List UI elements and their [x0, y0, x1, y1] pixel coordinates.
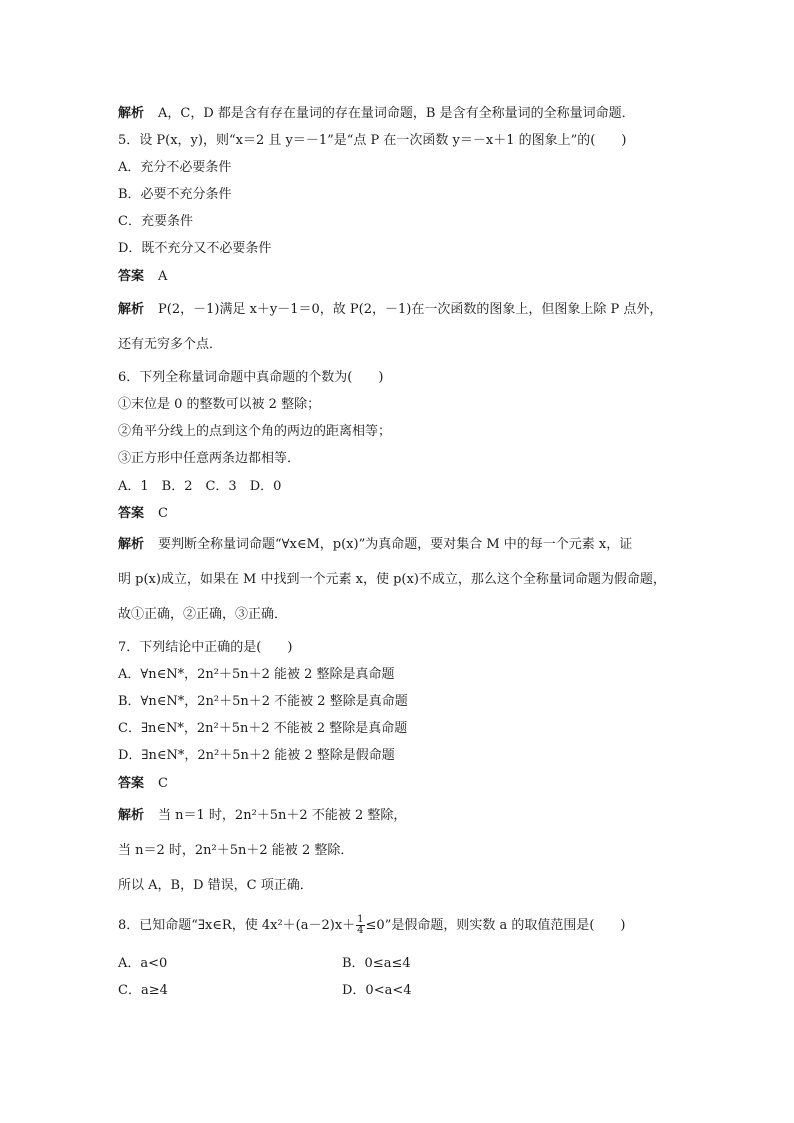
analysis-text: 要判断全称量词命题“∀x∈M，p(x)”为真命题，要对集合 M 中的每一个元素 x，证: [158, 537, 633, 552]
q7-option-d: D．∃n∈N*，2n²＋5n＋2 能被 2 整除是假命题: [118, 748, 395, 763]
fraction-quarter: [356, 915, 364, 936]
answer-label: 答案: [118, 506, 145, 521]
q8-stem-part-2: ≤0”是假命题，则实数 a 的取值范围是( ): [365, 918, 626, 933]
q8-options-row-1: [118, 956, 688, 972]
answer-value: C: [158, 506, 168, 521]
q6-analysis-line-1: [118, 537, 632, 553]
answer-label: 答案: [118, 776, 145, 791]
q6-options: A．1 B．2 C．3 D．0: [118, 479, 282, 494]
q5-option-c: C．充要条件: [118, 214, 193, 229]
q7-option-c: C．∃n∈N*，2n²＋5n＋2 不能被 2 整除是真命题: [118, 721, 408, 736]
answer-value: A: [158, 269, 168, 284]
q8-option-a: A．a<0: [118, 956, 168, 971]
analysis-text: 当 n＝1 时，2n²＋5n＋2 不能被 2 整除，: [158, 808, 407, 823]
q8-options-row-2: [118, 983, 688, 999]
analysis-label: 解析: [118, 106, 145, 121]
analysis-text: A，C，D 都是含有存在量词的存在量词命题，B 是含有全称量词的全称量词命题．: [158, 106, 635, 121]
q5-option-d: D．既不充分又不必要条件: [118, 241, 272, 256]
q7-option-b: B．∀n∈N*，2n²＋5n＋2 不能被 2 整除是真命题: [118, 694, 408, 709]
q6-item-1: ①末位是 0 的整数可以被 2 整除；: [118, 397, 321, 412]
q5-answer: [118, 269, 167, 285]
answer-value: C: [158, 776, 168, 791]
q5-option-b: B．必要不充分条件: [118, 187, 232, 202]
fraction-numerator: 1: [357, 914, 364, 925]
q7-option-a: A．∀n∈N*，2n²＋5n＋2 能被 2 整除是真命题: [118, 667, 395, 682]
analysis-label: 解析: [118, 537, 145, 552]
q8-option-c: C．a≥4: [118, 983, 168, 998]
q6-analysis-line-2: 明 p(x)成立，如果在 M 中找到一个元素 x，使 p(x)不成立，那么这个全称量词命题为假命题，: [118, 572, 666, 587]
fraction-denominator: 4: [357, 925, 364, 936]
q6-analysis-line-3: 故①正确，②正确，③正确．: [118, 607, 288, 622]
analysis-text: P(2，－1)满足 x＋y－1＝0，故 P(2，－1)在一次函数的图象上，但图象上除 P 点外，: [158, 302, 663, 317]
q6-item-2: ②角平分线上的点到这个角的两边的距离相等；: [118, 424, 392, 439]
q7-analysis-line-3: 所以 A，B，D 错误，C 项正确．: [118, 878, 313, 893]
q5-analysis-line-1: [118, 302, 662, 318]
q6-answer: [118, 506, 168, 522]
q7-answer: [118, 776, 168, 792]
q6-stem: 6．下列全称量词命题中真命题的个数为( ): [118, 370, 384, 385]
q4-analysis: [118, 106, 635, 122]
q8-stem: [118, 912, 626, 940]
q8-stem-part-1: 8．已知命题“∃x∈R，使 4x²＋(a－2)x＋: [118, 918, 356, 933]
q5-stem: 5．设 P(x，y)，则“x＝2 且 y＝－1”是“点 P 在一次函数 y＝－x＋1 的图象上”的( ): [118, 133, 627, 148]
q8-option-d: D．0<a<4: [342, 983, 412, 998]
analysis-label: 解析: [118, 302, 145, 317]
q5-analysis-line-2: 还有无穷多个点．: [118, 337, 223, 352]
q7-analysis-line-2: 当 n＝2 时，2n²＋5n＋2 能被 2 整除．: [118, 843, 354, 858]
q7-analysis-line-1: [118, 808, 406, 824]
q8-option-b: B．0≤a≤4: [342, 956, 411, 971]
q6-item-3: ③正方形中任意两条边都相等．: [118, 451, 301, 466]
analysis-label: 解析: [118, 808, 145, 823]
q7-stem: 7．下列结论中正确的是( ): [118, 640, 293, 655]
answer-label: 答案: [118, 269, 145, 284]
q5-option-a: A．充分不必要条件: [118, 160, 232, 175]
